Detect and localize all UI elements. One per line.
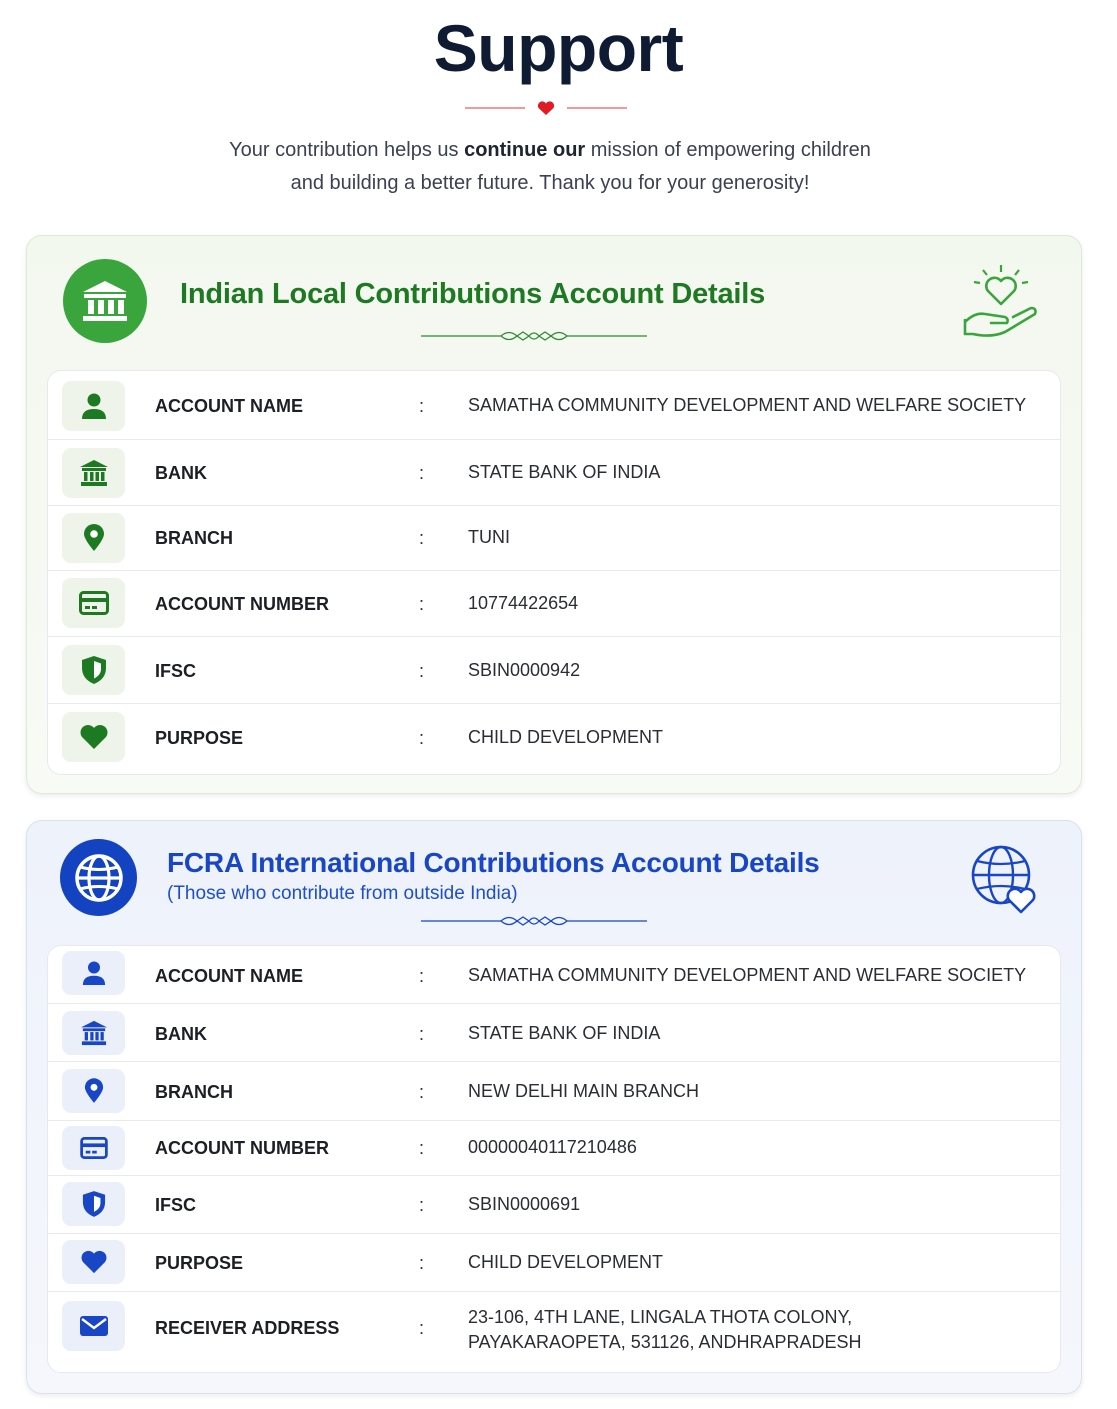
shield-icon bbox=[62, 645, 125, 695]
local-card-title: Indian Local Contributions Account Details bbox=[180, 278, 766, 310]
row-label: ACCOUNT NUMBER bbox=[155, 1138, 329, 1158]
bank-badge-icon bbox=[63, 259, 147, 343]
row-separator: : bbox=[419, 661, 425, 681]
row-separator: : bbox=[419, 594, 425, 614]
table-row bbox=[48, 704, 1060, 774]
table-row bbox=[48, 1176, 1060, 1234]
table-row bbox=[48, 1004, 1060, 1062]
row-separator: : bbox=[419, 1318, 425, 1338]
row-label: BRANCH bbox=[155, 1082, 233, 1102]
table-row bbox=[48, 946, 1060, 1004]
row-value: CHILD DEVELOPMENT bbox=[468, 727, 664, 747]
row-label: IFSC bbox=[155, 661, 197, 681]
table-row bbox=[48, 440, 1060, 506]
heart-divider-icon bbox=[465, 98, 627, 118]
ornament-divider-icon bbox=[421, 328, 647, 344]
row-separator: : bbox=[419, 1138, 425, 1158]
table-row bbox=[48, 506, 1060, 571]
intl-card-subtitle: (Those who contribute from outside India) bbox=[167, 883, 518, 904]
row-separator: : bbox=[419, 1024, 425, 1044]
intl-contributions-card bbox=[26, 820, 1082, 1394]
heart-in-hand-icon bbox=[961, 262, 1041, 342]
row-value: SAMATHA COMMUNITY DEVELOPMENT AND WELFARE SOCIETY bbox=[468, 395, 1027, 415]
heart-icon bbox=[62, 712, 125, 762]
row-value bbox=[468, 1305, 861, 1355]
card-icon bbox=[62, 578, 125, 628]
row-label: ACCOUNT NAME bbox=[155, 966, 303, 986]
person-icon bbox=[62, 381, 125, 431]
row-separator: : bbox=[419, 463, 425, 483]
address-line-2: PAYAKARAOPETA, 531126, ANDHRAPRADESH bbox=[468, 1332, 862, 1352]
local-contributions-card bbox=[26, 235, 1082, 794]
row-label: PURPOSE bbox=[155, 1253, 244, 1273]
intro-line-1: Your contribution helps us continue our mission of empowering children bbox=[229, 139, 871, 161]
row-separator: : bbox=[419, 528, 425, 548]
row-value: 10774422654 bbox=[468, 593, 579, 613]
heart-icon bbox=[62, 1240, 125, 1284]
row-separator: : bbox=[419, 966, 425, 986]
card-icon bbox=[62, 1126, 125, 1170]
row-separator: : bbox=[419, 1195, 425, 1215]
ornament-divider-icon bbox=[421, 913, 647, 929]
table-row bbox=[48, 371, 1060, 440]
person-icon bbox=[62, 951, 125, 995]
table-row bbox=[48, 637, 1060, 704]
row-label: ACCOUNT NAME bbox=[155, 396, 303, 416]
bank-icon bbox=[62, 448, 125, 498]
row-separator: : bbox=[419, 396, 425, 416]
mail-icon bbox=[62, 1301, 125, 1351]
row-value: CHILD DEVELOPMENT bbox=[468, 1252, 664, 1272]
row-value: NEW DELHI MAIN BRANCH bbox=[468, 1081, 700, 1101]
row-label: BRANCH bbox=[155, 528, 233, 548]
row-separator: : bbox=[419, 1082, 425, 1102]
table-row bbox=[48, 571, 1060, 637]
row-value: TUNI bbox=[468, 527, 510, 547]
row-value: STATE BANK OF INDIA bbox=[468, 1023, 661, 1043]
local-details-table bbox=[47, 370, 1061, 775]
shield-icon bbox=[62, 1182, 125, 1226]
table-row bbox=[48, 1062, 1060, 1121]
location-pin-icon bbox=[62, 1069, 125, 1113]
globe-badge-icon bbox=[60, 839, 137, 916]
row-separator: : bbox=[419, 1253, 425, 1273]
row-value: SBIN0000942 bbox=[468, 660, 581, 680]
row-label: RECEIVER ADDRESS bbox=[155, 1318, 340, 1338]
row-separator: : bbox=[419, 728, 425, 748]
location-pin-icon bbox=[62, 513, 125, 563]
table-row bbox=[48, 1234, 1060, 1292]
intl-details-table bbox=[47, 945, 1061, 1373]
row-label: BANK bbox=[155, 1024, 207, 1044]
page-title: Support bbox=[433, 11, 684, 85]
row-label: IFSC bbox=[155, 1195, 197, 1215]
row-value: SBIN0000691 bbox=[468, 1194, 581, 1214]
table-row bbox=[48, 1292, 1060, 1372]
bank-icon bbox=[62, 1011, 125, 1055]
row-label: BANK bbox=[155, 463, 207, 483]
intro-line-2: and building a better future. Thank you for your generosity! bbox=[290, 172, 810, 194]
row-value: 00000040117210486 bbox=[468, 1137, 637, 1157]
globe-heart-icon bbox=[969, 843, 1041, 915]
intro-text bbox=[150, 134, 950, 200]
intl-card-title: FCRA International Contributions Account Details bbox=[167, 847, 820, 878]
row-value: STATE BANK OF INDIA bbox=[468, 462, 661, 482]
row-value: SAMATHA COMMUNITY DEVELOPMENT AND WELFARE SOCIETY bbox=[468, 965, 1027, 985]
row-label: PURPOSE bbox=[155, 728, 244, 748]
address-line-1: 23-106, 4TH LANE, LINGALA THOTA COLONY, bbox=[468, 1307, 853, 1327]
table-row bbox=[48, 1121, 1060, 1176]
row-label: ACCOUNT NUMBER bbox=[155, 594, 329, 614]
